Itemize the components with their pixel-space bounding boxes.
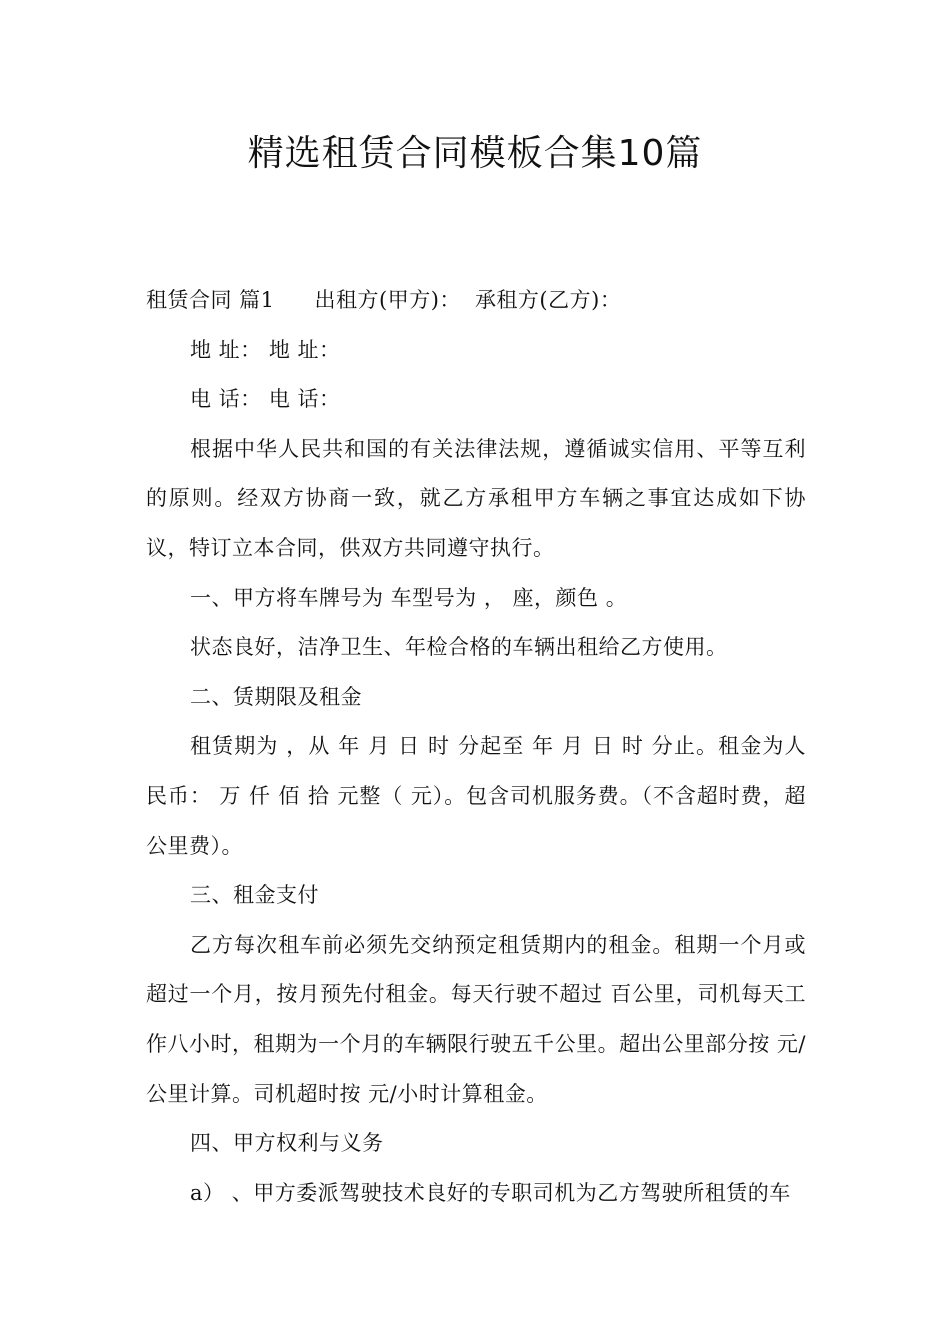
document-body bbox=[146, 276, 806, 1218]
contract-header-line bbox=[146, 276, 806, 326]
clause-4-heading: 四、甲方权利与义务 bbox=[190, 1131, 384, 1156]
document-title: 精选租赁合同模板合集10篇 bbox=[247, 133, 703, 174]
clause-4-item-a: a） 、甲方委派驾驶技术良好的专职司机为乙方驾驶所租赁的车 bbox=[190, 1180, 791, 1205]
clause-1-detail: 状态良好，洁净卫生、年检合格的车辆出租给乙方使用。 bbox=[190, 635, 728, 660]
clause-2-heading: 二、赁期限及租金 bbox=[190, 684, 362, 709]
clause-1: 一、甲方将车牌号为 车型号为 ， 座，颜色 。 bbox=[190, 585, 628, 610]
clause-3-body: 乙方每次租车前必须先交纳预定租赁期内的租金。租期一个月或超过一个月，按月预先付租金。每天行驶不超过 百公里，司机每天工作八小时，租期为一个月的车辆限行驶五千公里。超出公里部分按 元/公里计算。司机超时按 元/小时计算租金。 bbox=[146, 932, 806, 1106]
address-line: 地 址： 地 址： bbox=[190, 337, 341, 362]
lessee-label: 承租方(乙方)： bbox=[474, 288, 622, 312]
clause-3-heading: 三、租金支付 bbox=[190, 883, 319, 908]
lessor-label: 出租方(甲方)： bbox=[314, 288, 461, 312]
intro-paragraph: 根据中华人民共和国的有关法律法规，遵循诚实信用、平等互利的原则。经双方协商一致，就乙方承租甲方车辆之事宜达成如下协议，特订立本合同，供双方共同遵守执行。 bbox=[146, 436, 806, 560]
phone-line: 电 话： 电 话： bbox=[190, 387, 341, 412]
contract-section-label: 租赁合同 篇1 bbox=[146, 288, 275, 312]
clause-2-body: 租赁期为 ，从 年 月 日 时 分起至 年 月 日 时 分止。租金为人民币： 万 仟 佰 拾 元整（ 元）。包含司机服务费。（不含超时费，超公里费）。 bbox=[146, 734, 806, 858]
